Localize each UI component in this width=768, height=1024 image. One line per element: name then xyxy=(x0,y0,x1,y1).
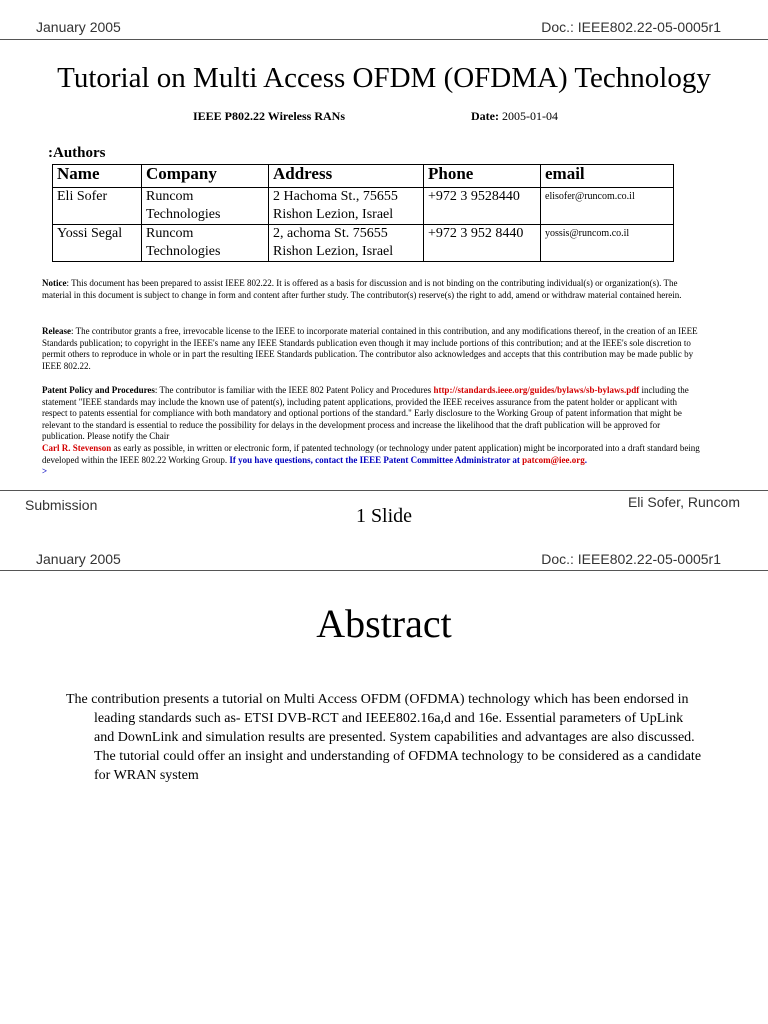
patent-paragraph xyxy=(42,385,702,478)
table-row xyxy=(53,225,674,262)
patent-text: as early as possible, in written or electronic form, if patented technology (or technology under patent application) might be incorporated into a draft standard being developed within the IEEE 802.22 Working Group. xyxy=(42,442,700,465)
authors-label: :Authors xyxy=(48,145,106,161)
patent-policy-link[interactable]: http://standards.ieee.org/guides/bylaws/sb-bylaws.pdf xyxy=(433,385,640,395)
col-header-phone: Phone xyxy=(424,165,541,188)
col-header-company: Company xyxy=(142,165,269,188)
footer-author: Eli Sofer, Runcom xyxy=(627,494,740,510)
date-value: 2005-01-04 xyxy=(501,109,558,123)
cell-company xyxy=(142,225,269,262)
cell-name: Yossi Segal xyxy=(53,225,142,262)
slide1-header-doc: Doc.: IEEE802.22-05-0005r1 xyxy=(541,19,721,35)
slide1-header-rule xyxy=(0,39,768,40)
table-row xyxy=(53,188,674,225)
address-line: 2 Hachoma St., 75655 xyxy=(273,189,398,204)
authors-table xyxy=(52,164,674,262)
cell-email[interactable]: yossis@runcom.co.il xyxy=(541,225,674,262)
cell-company xyxy=(142,188,269,225)
table-header-row xyxy=(53,165,674,188)
release-paragraph xyxy=(42,326,702,372)
cell-email[interactable]: elisofer@runcom.co.il xyxy=(541,188,674,225)
address-line: 2, achoma St. 75655 xyxy=(273,226,388,241)
patent-text: : The contributor is familiar with the IEEE 802 Patent Policy and Procedures xyxy=(154,385,434,395)
questions-text: If you have questions, contact the IEEE Patent Committee Administrator at xyxy=(229,454,523,465)
company-line: Runcom xyxy=(146,189,194,204)
date-line xyxy=(471,109,558,124)
slide1-title: Tutorial on Multi Access OFDM (OFDMA) Technology xyxy=(57,62,711,94)
slide2-header-doc: Doc.: IEEE802.22-05-0005r1 xyxy=(541,551,721,567)
company-line: Technologies xyxy=(146,244,221,259)
release-text: : The contributor grants a free, irrevocable license to the IEEE to incorporate material contained in this contribution, and any modifications thereof, in the creation of an IEEE Standards publication; to copyright in the IEEE's name any IEEE Standards publication even though it may include portions of this contribution; and at the IEEE's sole discretion to permit others to reproduce in whole or in part the resulting IEEE Standards publication. The contributor also acknowledges and accepts that this contribution may be made public by IEEE 802.22. xyxy=(42,326,698,371)
cell-phone: +972 3 952 8440 xyxy=(424,225,541,262)
cell-phone: +972 3 9528440 xyxy=(424,188,541,225)
date-label: Date: xyxy=(471,109,499,123)
release-label: Release xyxy=(42,326,71,336)
footer-submission: Submission xyxy=(25,497,98,513)
slide1-header-date: January 2005 xyxy=(36,19,121,35)
col-header-name: Name xyxy=(53,165,142,188)
address-line: Rishon Lezion, Israel xyxy=(273,244,394,259)
cell-address xyxy=(269,188,424,225)
questions-end: . xyxy=(584,454,588,465)
abstract-body xyxy=(66,690,706,785)
company-line: Runcom xyxy=(146,226,194,241)
abstract-paragraph: The contribution presents a tutorial on Multi Access OFDM (OFDMA) technology which has been endorsed in leading standards such as- ETSI DVB-RCT and IEEE802.16a,d and 16e. Essential parameters of UpLink and DownLink and simulation results are presented. System capabilities and advantages are also discussed. The tutorial could offer an insight and understanding of OFDMA technology to be considered as a candidate for WRAN system xyxy=(66,692,702,783)
slide-number: 1 Slide xyxy=(355,505,413,527)
slide2-header-rule xyxy=(0,570,768,571)
company-line: Technologies xyxy=(146,207,221,222)
trailing-mark: > xyxy=(42,466,48,477)
patent-text: including the statement "IEEE standards may include the known use of patent(s), including patent applications, provided the IEEE receives assurance from the patent holder or applicant with respect to patents essential for compliance with both mandatory and optional portions of the standard." Early disclosure to the Working Group of patent information that might be relevant to the standard is essential to reduce the possibility for delays in the development process and increase the likelihood that the draft publication will be approved for publication. Please notify the Chair xyxy=(42,385,689,442)
notice-paragraph xyxy=(42,278,702,301)
cell-address xyxy=(269,225,424,262)
admin-email-link[interactable]: patcom@iee.org xyxy=(522,454,585,465)
col-header-address: Address xyxy=(269,165,424,188)
group-name: IEEE P802.22 Wireless RANs xyxy=(193,109,346,123)
patent-label: Patent Policy and Procedures xyxy=(42,385,155,395)
col-header-email: email xyxy=(541,165,674,188)
notice-label: Notice xyxy=(42,278,67,288)
chair-name-link[interactable]: Carl R. Stevenson xyxy=(42,442,112,453)
cell-name: Eli Sofer xyxy=(53,188,142,225)
slide2-header-date: January 2005 xyxy=(36,551,121,567)
abstract-title: Abstract xyxy=(316,601,452,646)
address-line: Rishon Lezion, Israel xyxy=(273,207,394,222)
slide1-footer-rule xyxy=(0,490,768,491)
notice-text: : This document has been prepared to assist IEEE 802.22. It is offered as a basis for discussion and is not binding on the contributing individual(s) or organization(s). The material in this document is subject to change in form and content after further study. The contributor(s) reserve(s) the right to add, amend or withdraw material contained herein. xyxy=(42,278,682,300)
